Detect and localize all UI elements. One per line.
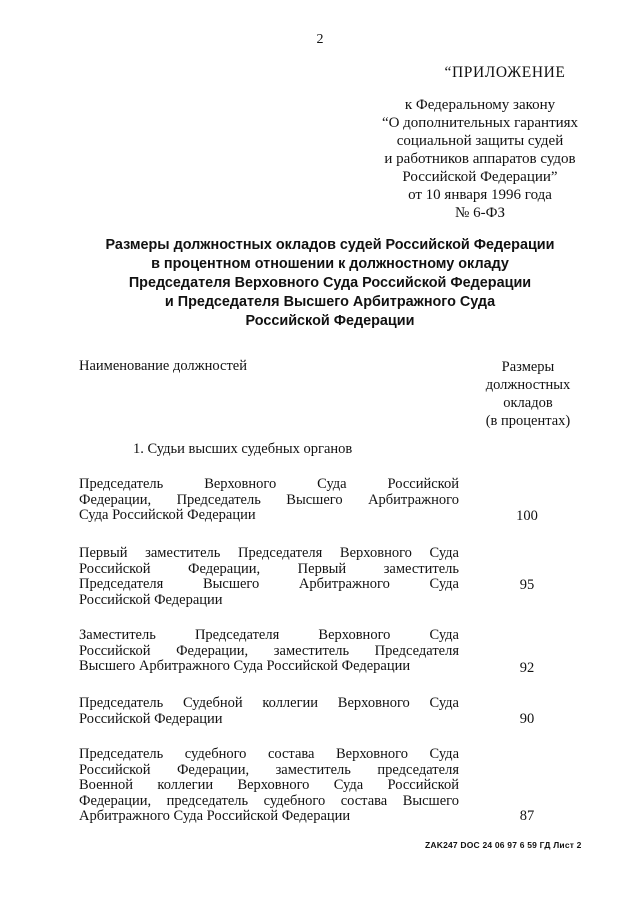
entry-line: Федерации, Председатель Высшего Арбитражного [79, 491, 459, 508]
title-line: Российской Федерации [245, 313, 415, 329]
column-header-sizes [468, 358, 588, 430]
entry-value: 90 [519, 711, 535, 727]
appendix-line: Российской Федерации” [402, 169, 558, 185]
column-header-line: Размеры [501, 359, 555, 375]
position-entry [79, 546, 459, 608]
appendix-line: социальной защиты судей [396, 133, 564, 149]
title-line: и Председателя Высшего Арбитражного Суда [164, 294, 496, 310]
column-header-line: (в процентах) [485, 413, 571, 429]
appendix-line: и работников аппаратов судов [384, 151, 576, 167]
title-line: Размеры должностных окладов судей Российской Федерации [105, 237, 555, 253]
appendix-line: “О дополнительных гарантиях [381, 115, 579, 131]
column-header-line: должностных [485, 377, 571, 393]
entry-line: Заместитель Председателя Верховного Суда [79, 627, 459, 643]
entry-line: Председатель судебного состава Верховного Суда [79, 746, 459, 762]
entry-value: 100 [516, 508, 538, 524]
entry-line: Российской Федерации, Первый заместитель [79, 560, 459, 577]
position-entry [79, 628, 459, 675]
appendix-block [360, 64, 600, 222]
entry-line: Председатель Верховного Суда Российской [79, 476, 459, 492]
entry-line: Военной коллегии Верховного Суда Российской [79, 777, 459, 793]
entry-line: Российской Федерации, заместитель председателя [79, 761, 459, 778]
title-line: Председателя Верховного Суда Российской Федерации [128, 275, 532, 291]
entry-line: Первый заместитель Председателя Верховного Суда [79, 545, 459, 561]
page-number: 2 [316, 32, 324, 47]
entry-line: Суда Российской Федерации [79, 507, 256, 523]
appendix-line: от 10 января 1996 года [408, 187, 552, 203]
entry-line: Председателя Высшего Арбитражного Суда [79, 576, 459, 592]
column-header-positions: Наименование должностей [79, 358, 247, 374]
column-header-line: окладов [503, 395, 553, 411]
entry-line: Арбитражного Суда Российской Федерации [79, 808, 351, 824]
position-entry [79, 747, 459, 825]
entry-line: Председатель Судебной коллегии Верховного Суда [79, 695, 459, 711]
entry-line: Высшего Арбитражного Суда Российской Федерации [79, 658, 411, 674]
appendix-line: к Федеральному закону [404, 97, 556, 113]
entry-line: Российской Федерации, заместитель Председателя [79, 642, 459, 659]
position-entry [79, 477, 459, 524]
document-title [60, 236, 600, 331]
entry-line: Российской Федерации [79, 591, 223, 608]
section-title: 1. Судьи высших судебных органов [133, 441, 353, 457]
title-line: в процентном отношении к должностному окладу [151, 256, 509, 272]
entry-value: 92 [519, 660, 535, 676]
appendix-heading: “ПРИЛОЖЕНИЕ [444, 64, 566, 81]
position-entry [79, 696, 459, 727]
entry-line: Федерации, председатель судебного состава Высшего [79, 792, 459, 809]
entry-value: 95 [519, 577, 535, 593]
footer-stamp: ZAK247 DOC 24 06 97 6 59 ГД Лист 2 [425, 840, 582, 850]
entry-line: Российской Федерации [79, 710, 223, 727]
appendix-line: № 6-ФЗ [455, 205, 505, 221]
entry-value: 87 [519, 808, 535, 824]
